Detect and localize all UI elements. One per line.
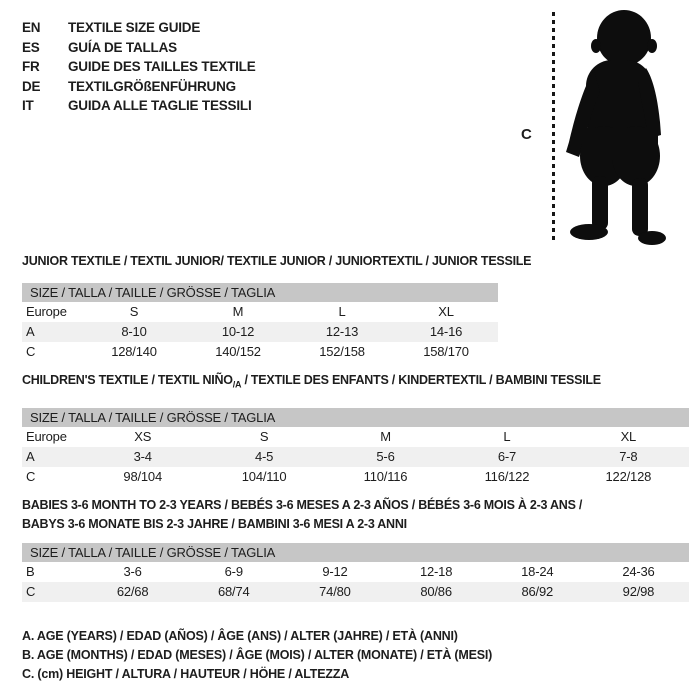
table-cell: L [503,428,511,444]
title-line-1: BABIES 3-6 MONTH TO 2-3 YEARS / BEBÉS 3-6 MESES A 2-3 AÑOS / BÉBÉS 3-6 MOIS À 2-3 ANS / [22,498,583,512]
language-title: GUÍA DE TALLAS [68,39,177,55]
table-cell: M [380,428,391,444]
title-subscript: /A [232,379,242,390]
section-junior-textile [22,254,532,362]
size-header-bar: SIZE / TALLA / TAILLE / GRÖSSE / TAGLIA [22,408,689,427]
language-row-es [22,38,256,58]
table-cell: 152/158 [319,344,365,359]
language-code: FR [22,59,40,74]
title-line-2: BABYS 3-6 MONATE BIS 2-3 JAHRE / BAMBINI 3-6 MESI A 2-3 ANNI [22,517,407,531]
section-title: JUNIOR TEXTILE / TEXTIL JUNIOR/ TEXTILE JUNIOR / JUNIORTEXTIL / JUNIOR TESSILE [22,254,532,268]
table-cell: L [338,304,346,319]
table-cell: 7-8 [619,448,638,464]
toddler-silhouette-icon [562,8,670,248]
table-cell: 122/128 [605,468,652,484]
section-title [22,373,689,392]
row-label: C [26,344,36,359]
section-babies-textile [22,496,689,602]
size-header-bar: SIZE / TALLA / TAILLE / GRÖSSE / TAGLIA [22,543,689,562]
table-cell: 9-12 [322,564,348,579]
language-title: GUIDE DES TAILLES TEXTILE [68,59,256,74]
language-row-fr [22,57,256,77]
table-cell: 18-24 [521,564,554,579]
table-cell: 158/170 [423,344,469,359]
table-cell: 24-36 [622,564,655,579]
language-row-it [22,96,256,116]
table-cell: 6-7 [497,448,517,464]
footnote-c: C. (cm) HEIGHT / ALTURA / HAUTEUR / HÖHE / ALTEZZA [22,667,350,681]
table-cell: 10-12 [221,324,255,339]
table-row [22,582,689,602]
children-size-table [22,427,689,487]
table-cell: 4-5 [255,448,274,464]
table-row [22,302,498,322]
table-cell: 5-6 [376,448,395,464]
footnotes [22,627,492,684]
language-title: TEXTILE SIZE GUIDE [68,20,201,35]
height-measure-figure [515,5,700,253]
title-part: / TEXTILE DES ENFANTS / KINDERTEXTIL / BAMBINI TESSILE [241,373,601,387]
size-header-bar: SIZE / TALLA / TAILLE / GRÖSSE / TAGLIA [22,283,498,302]
table-cell: 116/122 [484,468,530,484]
table-row [22,562,689,582]
table-cell: 6-9 [224,564,243,579]
language-list [22,18,256,116]
table-cell: XS [134,428,152,444]
language-title: GUIDA ALLE TAGLIE TESSILI [68,98,252,113]
row-label: C [26,468,36,484]
language-code: IT [22,98,34,113]
row-label: Europe [26,428,67,444]
section-title [22,496,689,534]
table-cell: 74/80 [319,584,351,599]
table-cell: S [129,304,139,319]
table-cell: 110/116 [363,468,408,484]
table-cell: 8-10 [121,324,147,339]
table-cell: 86/92 [521,584,554,599]
table-cell: 104/110 [241,468,287,484]
table-cell: 12-13 [325,324,359,339]
table-cell: 68/74 [217,584,250,599]
table-cell: S [259,428,269,444]
table-cell: 3-6 [123,564,142,579]
row-label: A [26,448,35,464]
language-code: EN [22,20,41,35]
table-cell: 12-18 [419,564,453,579]
table-cell: XL [620,428,637,444]
row-label: Europe [26,304,67,319]
measure-c-label: C [521,126,532,143]
language-code: DE [22,78,41,94]
table-cell: 98/104 [123,468,162,484]
table-cell: 14-16 [429,324,463,339]
table-cell: 140/152 [215,344,261,359]
table-cell: 62/68 [116,584,149,599]
row-label: B [26,564,35,579]
title-part: CHILDREN'S TEXTILE / TEXTIL NIÑO [22,373,233,387]
table-cell: 3-4 [133,448,152,464]
dashed-measure-line [552,12,555,243]
language-row-de [22,77,256,97]
row-label: C [26,584,36,599]
table-row [22,342,498,362]
row-label: A [26,324,35,339]
junior-size-table [22,302,498,362]
footnote-a: A. AGE (YEARS) / EDAD (AÑOS) / ÂGE (ANS) / ALTER (JAHRE) / ETÀ (ANNI) [22,629,458,643]
table-cell: 92/98 [622,584,655,599]
language-title: TEXTILGRÖßENFÜHRUNG [68,78,236,94]
footnote-b: B. AGE (MONTHS) / EDAD (MESES) / ÂGE (MOIS) / ALTER (MONATE) / ETÀ (MESI) [22,648,493,662]
table-cell: 80/86 [420,584,452,599]
section-childrens-textile [22,373,689,487]
babies-size-table [22,562,689,602]
table-cell: M [232,304,244,319]
language-code: ES [22,39,40,55]
table-row [22,322,498,342]
language-row-en [22,18,256,38]
table-row [22,427,689,447]
table-row [22,467,689,487]
table-cell: 128/140 [111,344,157,359]
table-cell: XL [438,304,454,319]
table-row [22,447,689,467]
